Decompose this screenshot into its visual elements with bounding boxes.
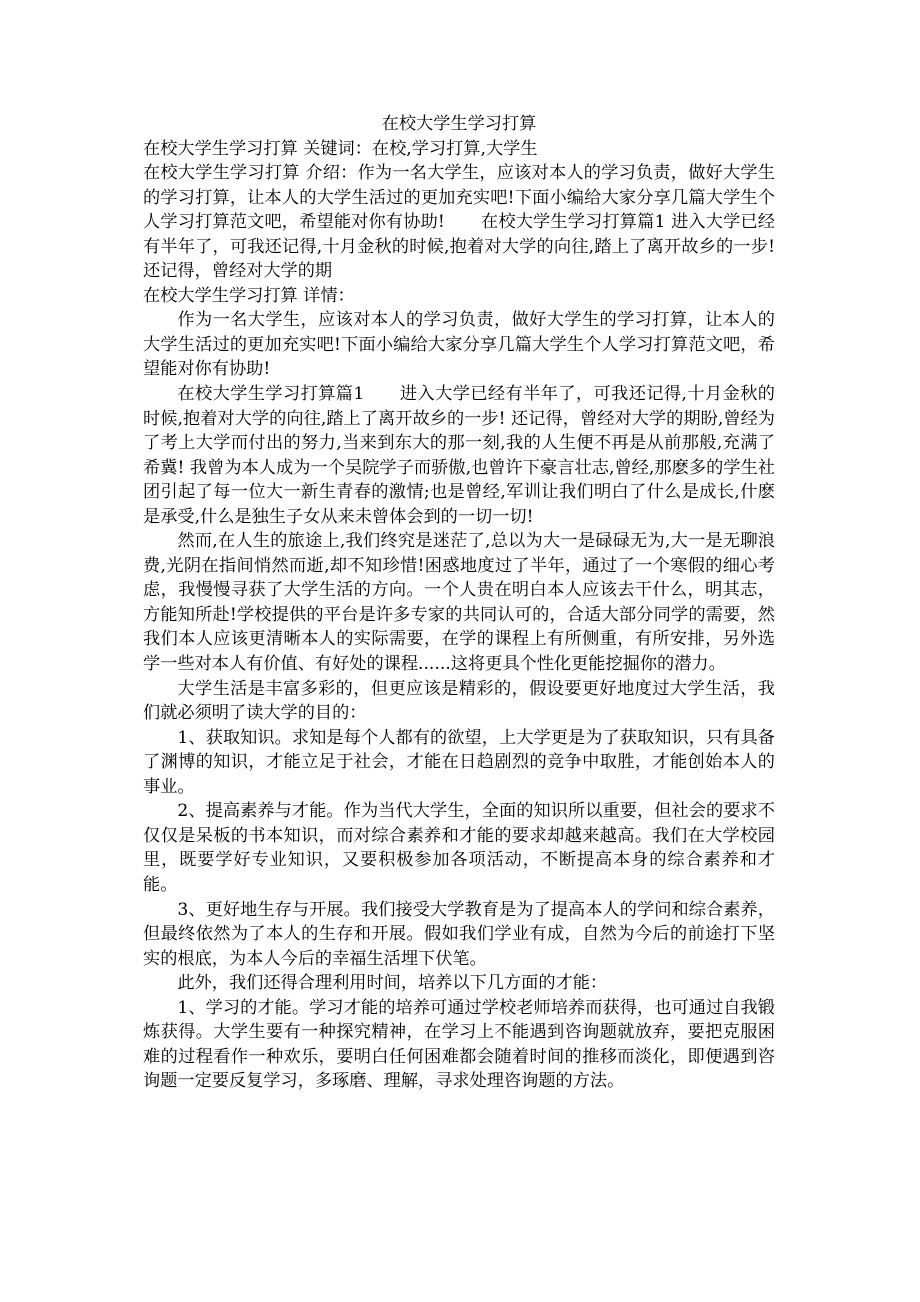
- intro-text: 在校大学生学习打算 介绍：作为一名大学生，应该对本人的学习负责，做好大学生的学习打算，让本人的大学生活过的更加充实吧!下面小编给大家分享几篇大学生个人学习打算范文吧，希望能对你有协助!: [143, 163, 775, 233]
- intro-article-heading: 在校大学生学习打算篇1: [480, 212, 666, 233]
- body-paragraph: 作为一名大学生，应该对本人的学习负责，做好大学生的学习打算，让本人的大学生活过的更加充实吧!下面小编给大家分享几篇大学生个人学习打算范文吧，希望能对你有协助!: [143, 310, 775, 380]
- document-page: [143, 112, 775, 1094]
- intro-paragraph: [143, 161, 775, 284]
- body-paragraph: 然而,在人生的旅途上,我们终究是迷茫了,总以为大一是碌碌无为,大一是无聊浪费,光阴在指间悄然而逝,却不知珍惜!困惑地度过了半年，通过了一个寒假的细心考虑，我慢慢寻获了大学生活的方向。一个人贵在明白本人应该去干什么，明其志，方能知所赴!学校提供的平台是许多专家的共同认可的，合适大部分同学的需要，然我们本人应该更清晰本人的实际需要，在学的课程上有所侧重，有所安排，另外选学一些对本人有价值、有好处的课程......这将更具个性化更能挖掘你的潜力。: [143, 531, 775, 675]
- details-label: 在校大学生学习打算 详情：: [143, 285, 355, 306]
- body-paragraph: 此外，我们还得合理利用时间，培养以下几方面的才能：: [177, 973, 608, 994]
- intro-excerpt: 进入大学已经有半年了，可我还记得,十月金秋的时候,抱着对大学的向往,踏上了离开故乡的一步!还记得，曾经对大学的期: [143, 212, 775, 282]
- list-item: 1、学习的才能。学习才能的培养可通过学校老师培养而获得，也可通过自我锻炼获得。大学生要有一种探究精神，在学习上不能遇到咨询题就放弃，要把克服困难的过程看作一种欢乐，要明白任何困难都会随着时间的推移而淡化，即便遇到咨询题一定要反复学习，多琢磨、理解，寻求处理咨询题的方法。: [143, 997, 775, 1092]
- body-paragraph: 大学生活是丰富多彩的，但更应该是精彩的，假设要更好地度过大学生活，我们就必须明了读大学的目的：: [143, 678, 775, 724]
- keywords-line: 在校大学生学习打算 关键词：在校,学习打算,大学生: [143, 138, 538, 159]
- list-item: 1、获取知识。求知是每个人都有的欲望，上大学更是为了获取知识，只有具备了渊博的知识，才能立足于社会，才能在日趋剧烈的竞争中取胜，才能创始本人的事业。: [143, 727, 775, 797]
- list-item: 3、更好地生存与开展。我们接受大学教育是为了提高本人的学问和综合素养，但最终依然为了本人的生存和开展。假如我们学业有成，自然为今后的前途打下坚实的根底，为本人今后的幸福生活埋下伏笔。: [143, 899, 775, 969]
- body-paragraph: 在校大学生学习打算篇1 进入大学已经有半年了，可我还记得,十月金秋的时候,抱着对大学的向往,踏上了离开故乡的一步! 还记得，曾经对大学的期盼,曾经为了考上大学而付出的努力,当来到东大的那一刻,我的人生便不再是从前那般,充满了希冀! 我曾为本人成为一个吴院学子而骄傲,也曾许下豪言壮志,曾经,那麽多的学生社团引起了每一位大一新生青春的激情;也是曾经,军训让我们明白了什么是成长,什麽是承受,什么是独生子女从来未曾体会到的一切一切!: [143, 384, 775, 527]
- document-title: 在校大学生学习打算: [381, 114, 537, 134]
- list-item: 2、提高素养与才能。作为当代大学生，全面的知识所以重要，但社会的要求不仅仅是呆板的书本知识，而对综合素养和才能的要求却越来越高。我们在大学校园里，既要学好专业知识，又要积极参加各项活动，不断提高本身的综合素养和才能。: [143, 801, 775, 895]
